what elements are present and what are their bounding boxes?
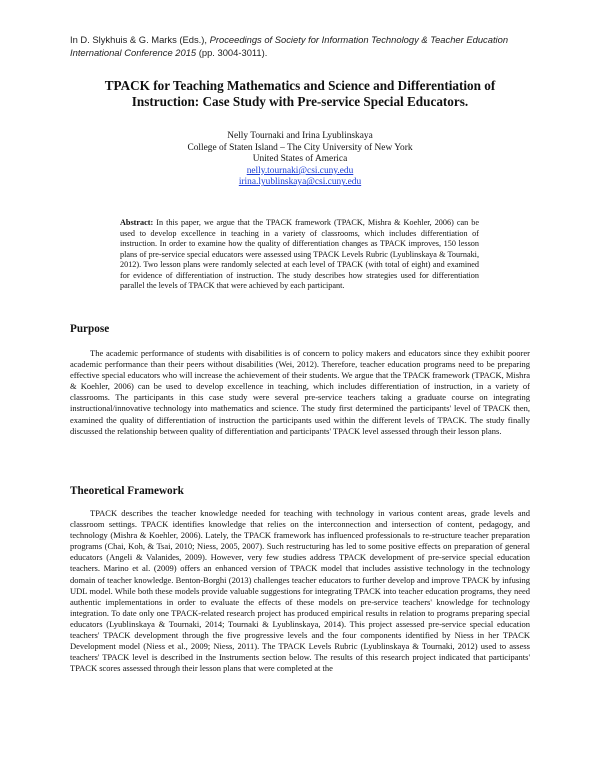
paper-title: TPACK for Teaching Mathematics and Science and Differentiation of Instruction: Case Study with Pre-service Special Educators. — [104, 78, 496, 109]
theoretical-framework-heading: Theoretical Framework — [70, 485, 184, 497]
citation-source: Proceedings of Society for Information Technology & Teacher Education International Conference 2015 — [70, 34, 509, 58]
author-country: United States of America — [252, 154, 348, 165]
email-link-2[interactable]: irina.lyublinskaya@csi.cuny.edu — [238, 177, 362, 188]
author-affiliation: College of Staten Island – The City University of New York — [187, 142, 413, 153]
abstract-label: Abstract: — [120, 218, 154, 227]
abstract — [120, 218, 479, 292]
abstract-text: In this paper, we argue that the TPACK framework (TPACK, Mishra & Koehler, 2006) can be used to develop excellence in teaching in a variety of classrooms, which includes differentiation of instruction. In order to examine how the quality of differentiation changes as TPACK improves, 150 lesson plans of pre-service special educators were assessed using TPACK Levels Rubric (Lyublinskaya & Tournaki, 2012). Two lesson plans were randomly selected at each level of TPACK (with total of eight) and examined for evidence of differentiation of instruction. The study describes how strategies used for differentiation parallel the levels of TPACK that were achieved by each participant. — [120, 218, 479, 290]
email-link-1[interactable]: nelly.tournaki@csi.cuny.edu — [246, 165, 354, 176]
citation-prefix: In D. Slykhuis & G. Marks (Eds.), — [70, 34, 210, 45]
author-block — [70, 131, 530, 189]
purpose-paragraph: The academic performance of students with disabilities is of concern to policy makers and educators since they exhibit poorer academic performance than their peers without disabilities (Wei, 2012). Therefore, teacher education programs need to be preparing effective special educators who will increase the achievement of their students. We argue that the TPACK framework (TPACK, Mishra & Koehler, 2006) can be used to develop excellence in teaching, which includes differentiation of instruction, in a variety of classrooms. The participants in this case study were several pre-service teachers taking a graduate course on integrating instructional/innovative technology into mathematics and science. The study first determined the participants' level of TPACK then, examined the quality of differentiation of instruction the participants used within the different levels of TPACK. The study finally discussed the relationship between quality of differentiation and participants' TPACK level assessed through their lesson plans. — [70, 348, 530, 436]
author-names: Nelly Tournaki and Irina Lyublinskaya — [227, 131, 373, 141]
purpose-heading: Purpose — [70, 323, 110, 335]
theoretical-framework-paragraph: TPACK describes the teacher knowledge needed for teaching with technology in various content areas, grade levels and classroom settings. TPACK identifies knowledge that relies on the interconnection and intersection of content, pedagogy, and technology (Mishra & Koehler, 2006). Lately, the TPACK framework has influenced professionals to re-structure teacher preparation programs (Chai, Koh, & Tsai, 2010; Niess, 2005, 2007). Such restructuring has led to some positive effects on preparation of general educators (Angeli & Valanides, 2009). However, very few studies address TPACK development of pre-service special education teachers. Marino et al. (2009) offers an enhanced version of TPACK model that includes assistive technology in the technology domain of teacher knowledge. Benton-Borghi (2013) challenges teacher educators to further develop and improve TPACK by infusing UDL model. While both these models provide valuable suggestions for integrating TPACK into teacher education programs, they need authentic implementations in order to evaluate the effects of these models on pre-service teachers' knowledge for technology integration. To date only one TPACK-related research project has produced empirical results in relation to programs preparing special educators (Lyublinskaya & Tournaki, 2014; Tournaki & Lyublinskaya, 2014). This project assessed pre-service special education teachers' TPACK development through the five progressive levels and the four components identified by Niess in her TPACK Development model (Niess et al., 2009; Niess, 2011). The TPACK Levels Rubric (Lyublinskaya & Tournaki, 2012) used to assess teachers' TPACK level is described in the Instruments section below. The results of this research project indicated that participants' TPACK scores assessed through their lesson plans that were completed at the — [70, 508, 530, 674]
citation-suffix: (pp. 3004-3011). — [196, 47, 268, 58]
citation-header — [70, 33, 550, 59]
